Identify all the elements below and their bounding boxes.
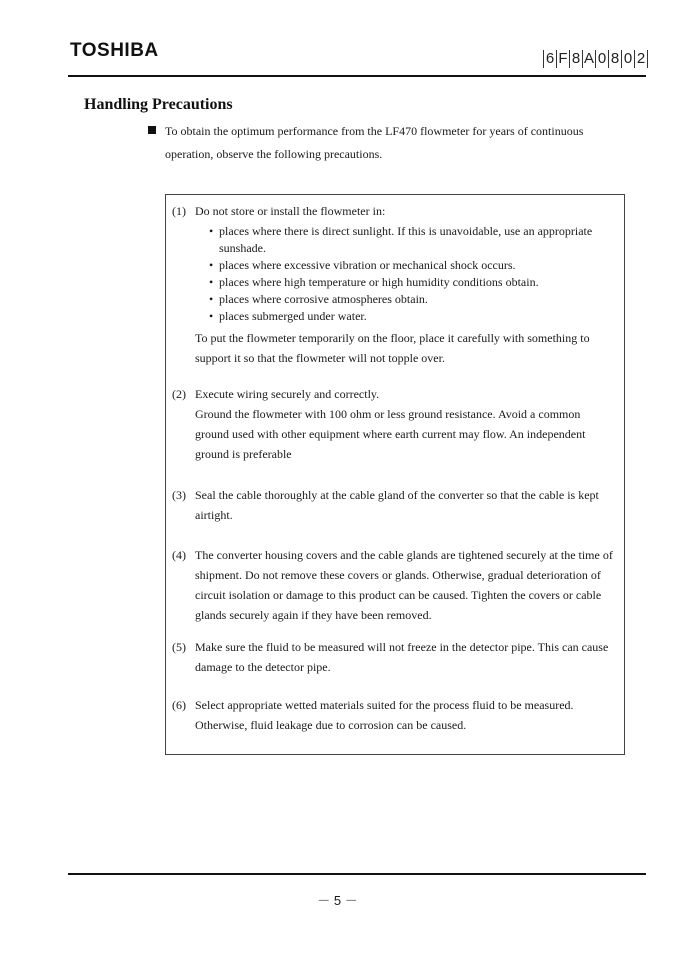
item-lead: Do not store or install the flowmeter in: bbox=[195, 204, 386, 218]
precaution-item-2 bbox=[172, 384, 617, 464]
intro-text: To obtain the optimum performance from the LF470 flowmeter for years of continuous operation, observe the following precautions. bbox=[165, 124, 584, 161]
precaution-item-5 bbox=[172, 637, 617, 677]
item-lead: Select appropriate wetted materials suited for the process fluid to be measured. Otherwise, fluid leakage due to corrosion can be caused. bbox=[195, 698, 574, 732]
doc-number-char: 8 bbox=[608, 50, 621, 68]
bullet-item: • places where high temperature or high humidity conditions obtain. bbox=[205, 274, 617, 291]
doc-number-char: 6 bbox=[543, 50, 556, 68]
item-lead: Execute wiring securely and correctly. bbox=[195, 387, 380, 401]
item-lead: Make sure the fluid to be measured will not freeze in the detector pipe. This can cause damage to the detector pipe. bbox=[195, 640, 609, 674]
doc-number-char: A bbox=[583, 50, 594, 67]
precaution-item-3 bbox=[172, 485, 617, 525]
item-number: (2) bbox=[172, 387, 186, 401]
page-title: Handling Precautions bbox=[84, 96, 233, 113]
precautions-box bbox=[165, 194, 625, 755]
item-number: (1) bbox=[172, 204, 186, 218]
precaution-item-1 bbox=[172, 201, 617, 368]
bullet-item: • places where excessive vibration or mechanical shock occurs. bbox=[205, 257, 617, 274]
doc-number-char: F bbox=[556, 50, 569, 68]
doc-number-char: 2 bbox=[634, 50, 648, 68]
item-lead: The converter housing covers and the cable glands are tightened securely at the time of shipment. Do not remove these covers or glands. Otherwise, gradual deterioration of circuit isolation or damage to this product can be caused. Tighten the covers or cable glands securely again if they have been removed. bbox=[195, 548, 613, 622]
doc-number-char: 0 bbox=[595, 50, 608, 68]
item-number: (4) bbox=[172, 548, 186, 562]
item-tail: To put the flowmeter temporarily on the floor, place it carefully with something to support it so that the flowmeter will not topple over. bbox=[195, 331, 590, 365]
precaution-item-6 bbox=[172, 695, 617, 735]
bullet-item: • places where corrosive atmospheres obtain. bbox=[205, 291, 617, 308]
document-number bbox=[543, 50, 648, 68]
header-rule bbox=[68, 75, 646, 77]
doc-number-char: 8 bbox=[569, 50, 582, 68]
footer-rule bbox=[68, 873, 646, 875]
page-number: － 5 － bbox=[317, 893, 358, 908]
intro-paragraph bbox=[148, 120, 618, 166]
bullet-item: • places submerged under water. bbox=[205, 308, 617, 325]
bullet-item: • places where there is direct sunlight. If this is unavoidable, use an appropriate sunshade. bbox=[205, 223, 617, 257]
square-bullet-icon bbox=[148, 126, 156, 134]
item-number: (3) bbox=[172, 488, 186, 502]
item-number: (6) bbox=[172, 698, 186, 712]
toshiba-logo: TOSHIBA bbox=[70, 40, 159, 61]
item-tail: Ground the flowmeter with 100 ohm or less ground resistance. Avoid a common ground used with other equipment where earth current may flow. An independent ground is preferable bbox=[195, 407, 586, 461]
item-lead: Seal the cable thoroughly at the cable gland of the converter so that the cable is kept airtight. bbox=[195, 488, 599, 522]
precaution-item-4 bbox=[172, 545, 617, 625]
item-number: (5) bbox=[172, 640, 186, 654]
doc-number-char: 0 bbox=[621, 50, 634, 68]
